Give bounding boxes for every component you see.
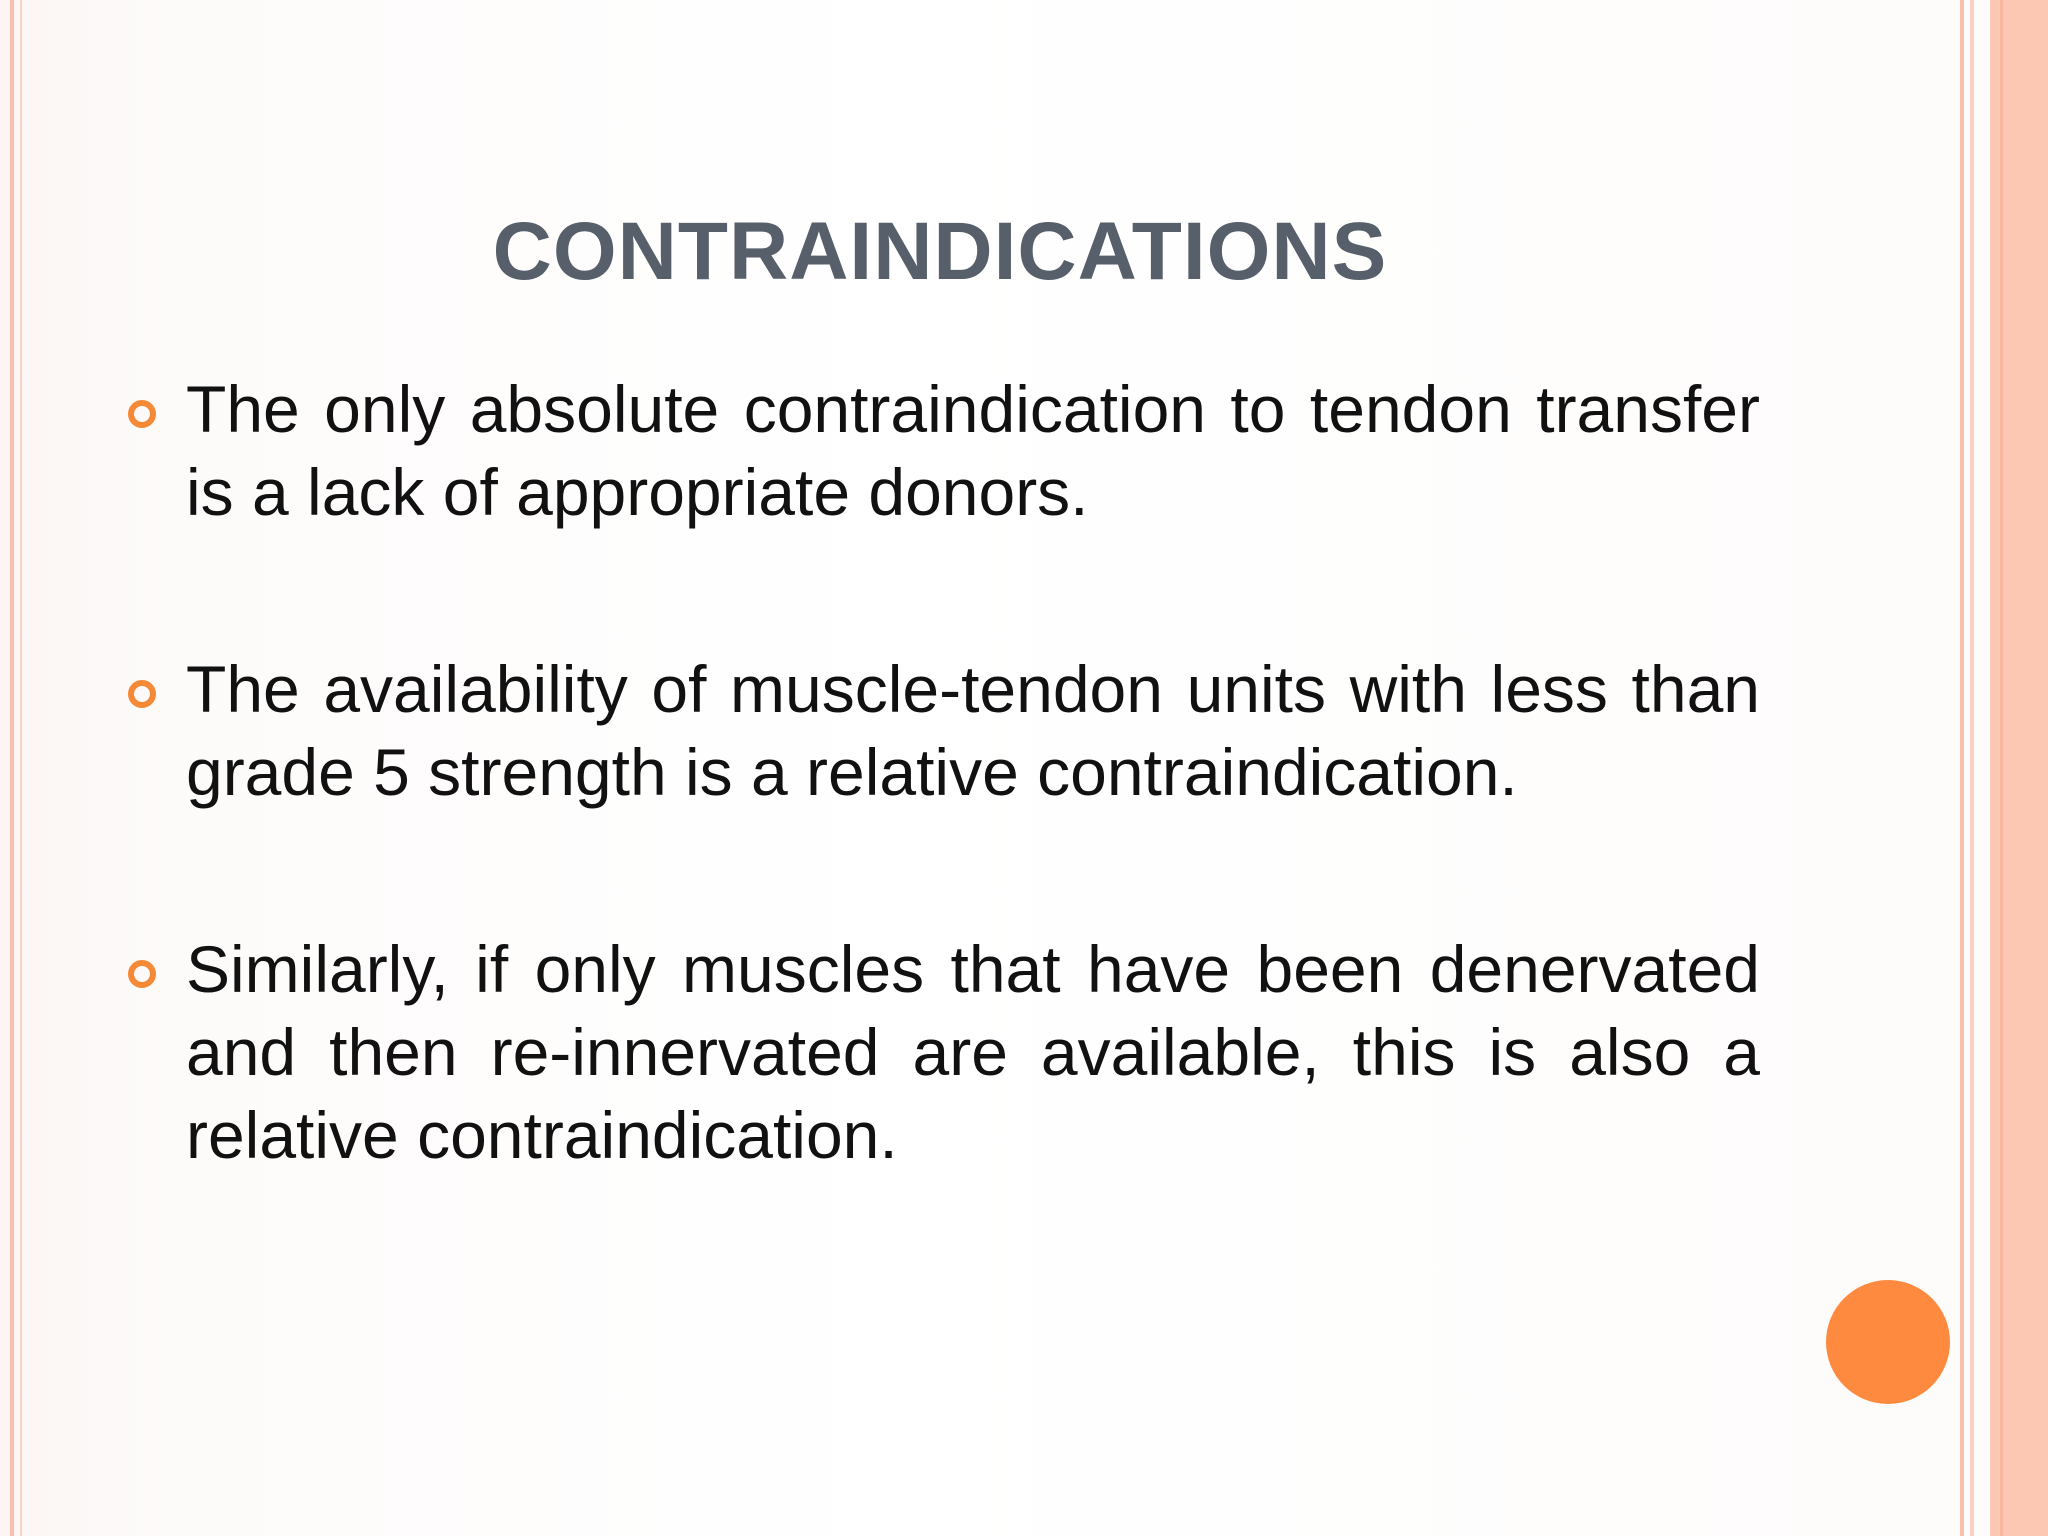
left-border-line <box>10 0 14 1536</box>
bullet-item <box>120 368 1760 534</box>
slide-title: CONTRAINDICATIONS <box>492 206 1388 297</box>
bullet-text: Similarly, if only muscles that have been denervated and then re-innervated are available, this is also a relative contraindication. <box>186 932 1760 1172</box>
bullet-text: The only absolute contraindication to tendon transfer is a lack of appropriate donors. <box>186 372 1760 529</box>
decorative-circle <box>1826 1280 1950 1404</box>
left-border-line-inner <box>20 0 22 1536</box>
right-border-line <box>1960 0 1964 1536</box>
bullet-item <box>120 648 1760 814</box>
bullet-text: The availability of muscle-tendon units with less than grade 5 strength is a relative contraindication. <box>186 652 1760 809</box>
bullet-ring-icon <box>128 680 156 708</box>
right-border-band-line <box>2000 0 2003 1536</box>
bullet-ring-icon <box>128 400 156 428</box>
right-border-line-inner <box>1970 0 1974 1536</box>
bullet-list <box>120 368 1760 1177</box>
bullet-item <box>120 928 1760 1177</box>
right-border-band <box>1990 0 2048 1536</box>
bullet-ring-icon <box>128 960 156 988</box>
